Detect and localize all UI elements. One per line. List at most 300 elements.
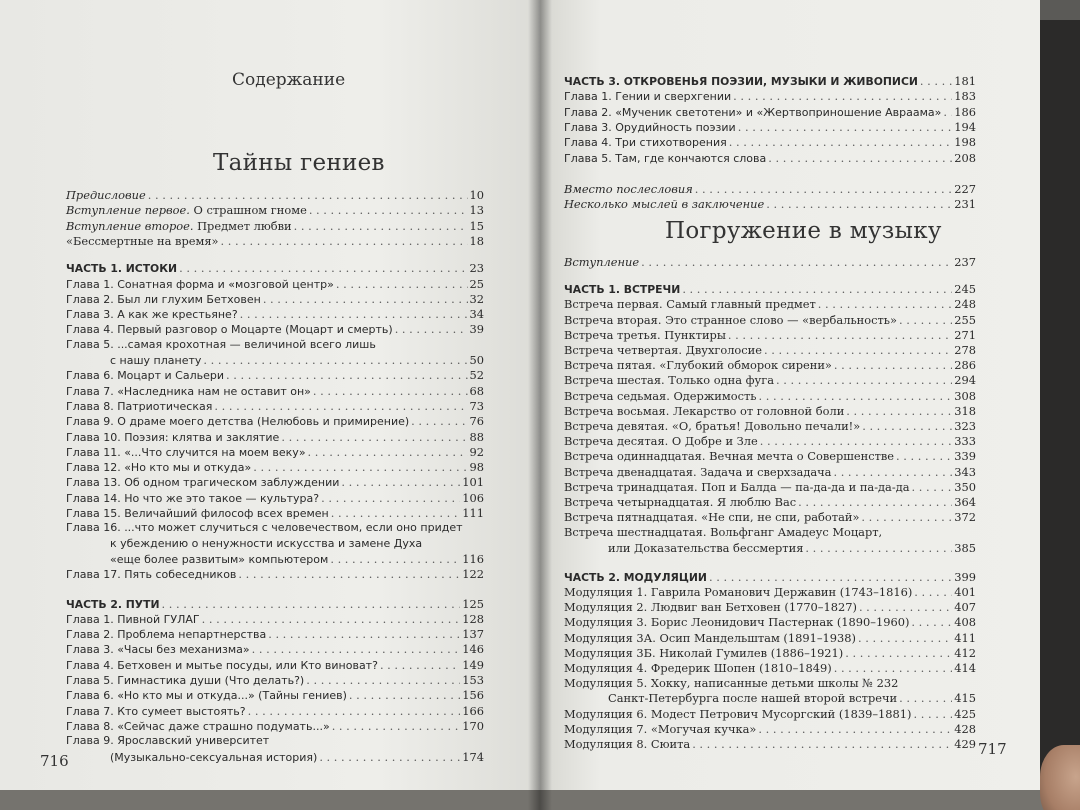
- toc-entry-title: Встреча пятнадцатая. «Не спи, не спи, работай»: [564, 510, 860, 525]
- toc-leader-dots: [834, 661, 953, 675]
- toc-entry: [564, 676, 976, 690]
- toc-entry: [66, 338, 484, 352]
- toc-leader-dots: [913, 707, 952, 721]
- toc-entry-page: 18: [469, 233, 484, 248]
- toc-entry: [564, 495, 976, 509]
- toc-leader-dots: [682, 282, 952, 296]
- toc-entry-page: 407: [954, 600, 976, 615]
- toc-entry-title: Встреча одиннадцатая. Вечная мечта о Совершенстве: [564, 449, 895, 464]
- toc-entry: [66, 203, 484, 217]
- toc-entry-page: 25: [469, 276, 484, 291]
- toc-entry-title: Модуляция 1. Гаврила Романович Державин (1743–1816): [564, 585, 913, 599]
- toc-entry-page: 125: [462, 596, 484, 611]
- toc-leader-dots: [226, 368, 467, 382]
- toc-entry-title: Модуляция 5. Хокку, написанные детьми школы № 232: [564, 676, 899, 691]
- toc-leader-dots: [321, 491, 460, 505]
- toc-entry-page: 186: [954, 104, 976, 119]
- toc-leader-dots: [411, 414, 467, 428]
- toc-leader-dots: [336, 277, 468, 291]
- toc-entry-page: 170: [462, 718, 484, 733]
- toc-entry-title: Встреча восьмая. Лекарство от головной боли: [564, 403, 845, 418]
- toc-entry-title: Глава 14. Но что же это такое — культура?: [66, 491, 320, 505]
- left-page: [0, 0, 540, 798]
- toc-entry-title: Глава 9. О драме моего детства (Нелюбовь и примирение): [66, 415, 410, 429]
- toc-entry-page: 372: [954, 510, 976, 525]
- toc-entry-page: 255: [954, 312, 976, 327]
- toc-leader-dots: [920, 74, 952, 88]
- toc-leader-dots: [911, 615, 952, 629]
- toc-entry-page: 166: [462, 703, 484, 718]
- toc-entry: [608, 691, 976, 705]
- toc-leader-dots: [203, 353, 467, 367]
- toc-entry-title: Встреча пятая. «Глубокий обморок сирени»: [564, 358, 832, 373]
- toc-entry: [66, 322, 484, 337]
- toc-entry: [564, 373, 976, 387]
- toc-leader-dots: [818, 297, 953, 311]
- toc-part-heading: [66, 597, 484, 612]
- book-spine: [528, 0, 552, 810]
- toc-entry-page: 73: [469, 398, 484, 413]
- toc-entry: [110, 353, 484, 368]
- toc-entry-title: Предисловие: [66, 188, 146, 202]
- toc-leader-dots: [899, 313, 952, 327]
- toc-entry: [564, 419, 976, 433]
- toc-leader-dots: [221, 234, 468, 248]
- toc-entry-page: 385: [954, 540, 976, 555]
- toc-leader-dots: [729, 135, 953, 149]
- toc-entry-title: ЧАСТЬ 1. ИСТОКИ: [66, 262, 178, 276]
- toc-entry-page: 88: [469, 429, 484, 444]
- toc-leader-dots: [330, 552, 460, 566]
- toc-entry-page: 227: [954, 181, 976, 196]
- toc-leader-dots: [709, 570, 952, 584]
- toc-entry-title: Глава 1. Гении и сверхгении: [564, 90, 732, 104]
- toc-leader-dots: [148, 188, 468, 202]
- toc-entry: [66, 475, 484, 490]
- toc-entry-title: Санкт-Петербурга после нашей второй встречи: [608, 691, 898, 706]
- toc-entry-title: Глава 12. «Но кто мы и откуда»: [66, 461, 252, 475]
- toc-entry-page: 339: [954, 449, 976, 464]
- toc-leader-dots: [943, 105, 952, 119]
- toc-leader-dots: [896, 449, 952, 463]
- toc-entry-title: [66, 219, 292, 233]
- toc-leader-dots: [252, 642, 461, 656]
- toc-entry: [66, 719, 484, 734]
- toc-entry-page: 174: [462, 749, 484, 764]
- toc-entry-page: 231: [954, 197, 976, 212]
- toc-entry: [66, 292, 484, 307]
- toc-leader-dots: [914, 585, 952, 599]
- toc-leader-dots: [253, 460, 467, 474]
- toc-entry-title: Глава 6. Моцарт и Сальери: [66, 369, 225, 383]
- toc-entry: [66, 627, 484, 642]
- toc-entry-page: 194: [954, 119, 976, 134]
- right-page: [540, 0, 1040, 798]
- toc-entry: [66, 414, 484, 429]
- toc-entry: [564, 510, 976, 524]
- toc-leader-dots: [268, 627, 460, 641]
- toc-entry-title: Встреча первая. Самый главный предмет: [564, 297, 816, 312]
- toc-entry: [66, 445, 484, 460]
- toc-leader-dots: [733, 89, 952, 103]
- toc-entry-title: Модуляция 3. Борис Леонидович Пастернак (1890–1960): [564, 615, 910, 630]
- toc-entry-title: или Доказательства бессмертия: [608, 540, 804, 555]
- toc-entry-page: 34: [469, 307, 484, 322]
- toc-leader-dots: [309, 203, 468, 217]
- toc-entry-page: 333: [954, 434, 976, 449]
- toc-entry-page: 350: [954, 479, 976, 494]
- toc-entry-page: 237: [954, 255, 976, 269]
- toc-entry-title: Вместо послесловия: [564, 181, 693, 196]
- toc-entry-title: Вступление: [564, 255, 640, 269]
- toc-entry: [564, 182, 976, 196]
- toc-entry-page: 411: [954, 630, 976, 645]
- toc-leader-dots: [833, 465, 952, 479]
- toc-entry-page: 10: [469, 188, 484, 202]
- toc-entry-title: Модуляция 3А. Осип Мандельштам (1891–1938): [564, 630, 856, 645]
- toc-entry-page: 122: [462, 567, 484, 582]
- toc-entry: [564, 255, 976, 269]
- toc-entry: [564, 661, 976, 675]
- toc-entry-page: 183: [954, 89, 976, 104]
- toc-leader-dots: [695, 182, 952, 196]
- toc-entry: [564, 615, 976, 629]
- page-number-left: 716: [40, 752, 69, 770]
- toc-entry: [564, 434, 976, 448]
- toc-entry: [608, 541, 976, 555]
- toc-entry-title: Глава 3. А как же крестьяне?: [66, 308, 238, 322]
- toc-entry-title: ЧАСТЬ 2. МОДУЛЯЦИИ: [564, 570, 707, 584]
- toc-entry-title: Глава 5. Гимнастика души (Что делать?): [66, 674, 305, 687]
- toc-entry: [564, 707, 976, 721]
- toc-entry-title: «Бессмертные на время»: [66, 233, 219, 248]
- toc-entry: [564, 343, 976, 357]
- toc-entry-title: Встреча шестая. Только одна фуга: [564, 373, 774, 388]
- toc-entry: [564, 585, 976, 599]
- toc-entry-title: Модуляция 6. Модест Петрович Мусоргский (1839–1881): [564, 706, 912, 721]
- toc-entry-title: Глава 8. «Сейчас даже страшно подумать...»: [66, 719, 330, 733]
- toc-entry-title: Встреча седьмая. Одержимость: [564, 388, 757, 403]
- toc-entry-page: 271: [954, 327, 976, 342]
- toc-leader-dots: [349, 688, 460, 702]
- contents-heading: Содержание: [232, 70, 346, 90]
- toc-entry-title: Встреча двенадцатая. Задача и сверхзадача: [564, 464, 832, 479]
- toc-entry-page: 98: [469, 460, 484, 475]
- toc-part-heading: [66, 261, 484, 276]
- toc-leader-dots: [240, 307, 468, 321]
- toc-leader-dots: [331, 506, 461, 520]
- toc-leader-dots: [380, 658, 460, 672]
- toc-entry: [66, 460, 484, 475]
- toc-leader-dots: [858, 631, 952, 645]
- toc-entry-title: Модуляция 2. Людвиг ван Бетховен (1770–1827): [564, 600, 857, 615]
- toc-part-heading: [564, 570, 976, 585]
- toc-entry-title: Глава 9. Ярославский университет: [66, 734, 270, 748]
- toc-entry-page: 415: [954, 691, 976, 706]
- toc-entry: [564, 404, 976, 418]
- toc-leader-dots: [776, 373, 952, 387]
- toc-entry-page: 32: [469, 291, 484, 306]
- toc-entry-page: 149: [462, 657, 484, 672]
- toc-entry: [564, 358, 976, 372]
- toc-entry: [66, 567, 484, 582]
- toc-leader-dots: [859, 600, 952, 614]
- toc-entry-title-rest: Предмет любви: [193, 218, 292, 233]
- toc-entry-title: Глава 4. Первый разговор о Моцарте (Моцарт и смерть): [66, 323, 393, 337]
- toc-entry-page: 181: [954, 74, 976, 88]
- toc-entry-title: Встреча девятая. «О, братья! Довольно печали!»: [564, 419, 861, 433]
- toc-entry: [66, 491, 484, 506]
- toc-entry: [66, 399, 484, 414]
- toc-leader-dots: [834, 358, 952, 372]
- toc-leader-dots: [862, 419, 952, 433]
- toc-entry-page: 343: [954, 464, 976, 479]
- toc-entry-page: 101: [462, 475, 484, 490]
- toc-entry-page: 137: [462, 627, 484, 642]
- toc-entry: [110, 552, 484, 567]
- toc-entry-title: Глава 4. Бетховен и мытье посуды, или Кто виноват?: [66, 658, 378, 672]
- toc-entry-title: ЧАСТЬ 3. ОТКРОВЕНЬЯ ПОЭЗИИ, МУЗЫКИ И ЖИВОПИСИ: [564, 75, 918, 88]
- toc-entry-page: 428: [954, 721, 976, 736]
- toc-entry-title: Глава 4. Три стихотворения: [564, 136, 727, 150]
- toc-entry-page: 208: [954, 150, 976, 165]
- toc-entry: [66, 234, 484, 248]
- toc-entry-title: ЧАСТЬ 1. ВСТРЕЧИ: [564, 283, 681, 297]
- toc-leader-dots: [805, 541, 952, 555]
- toc-entry: [66, 704, 484, 719]
- toc-leader-dots: [758, 722, 952, 736]
- toc-leader-dots: [202, 612, 461, 626]
- toc-entry: [66, 368, 484, 383]
- toc-entry-title-italic: Вступление второе.: [66, 218, 194, 233]
- toc-entry-title: (Музыкально-сексуальная история): [110, 750, 318, 764]
- toc-entry: [564, 105, 976, 120]
- toc-entry: [564, 297, 976, 311]
- toc-entry: [564, 328, 976, 342]
- toc-part-heading: [564, 282, 976, 297]
- toc-entry-title: Глава 5. Там, где кончаются слова: [564, 151, 767, 165]
- toc-entry-title-rest: О страшном гноме: [189, 203, 307, 218]
- toc-entry: [110, 537, 484, 551]
- toc-entry: [564, 480, 976, 494]
- toc-entry: [564, 151, 976, 166]
- toc-entry-title: Глава 17. Пять собеседников: [66, 568, 237, 582]
- toc-entry: [66, 734, 484, 748]
- toc-entry: [66, 307, 484, 322]
- toc-leader-dots: [846, 404, 952, 418]
- toc-entry-title: Глава 5. ...самая крохотная — величиной всего лишь: [66, 337, 376, 351]
- toc-entry-page: 15: [469, 218, 484, 233]
- toc-entry-page: 156: [462, 688, 484, 703]
- toc-entry: [66, 506, 484, 521]
- toc-entry: [66, 673, 484, 688]
- toc-entry-title: «еще более развитым» компьютером: [110, 552, 329, 566]
- toc-entry-page: 116: [462, 551, 484, 566]
- toc-entry-page: 106: [462, 490, 484, 505]
- toc-entry-page: 13: [469, 203, 484, 218]
- toc-entry-page: 364: [954, 495, 976, 509]
- toc-leader-dots: [238, 567, 460, 581]
- toc-entry-page: 153: [462, 673, 484, 687]
- toc-entry: [564, 120, 976, 135]
- toc-entry-title: Глава 6. «Но кто мы и откуда...» (Тайны гениев): [66, 689, 347, 703]
- toc-leader-dots: [214, 399, 467, 413]
- toc-entry: [66, 188, 484, 202]
- toc-entry-page: 128: [462, 611, 484, 626]
- toc-entry-title: Модуляция 7. «Могучая кучка»: [564, 721, 757, 736]
- toc-entry-page: 399: [954, 569, 976, 584]
- toc-entry-title: Глава 1. Сонатная форма и «мозговой центр»: [66, 277, 334, 291]
- toc-leader-dots: [798, 495, 952, 509]
- toc-entry-page: 245: [954, 282, 976, 297]
- toc-leader-dots: [728, 328, 952, 342]
- toc-entry: [564, 525, 976, 539]
- toc-entry-title: к убеждению о ненужности искусства и замене Духа: [110, 536, 423, 550]
- toc-entry-page: 23: [469, 261, 484, 276]
- toc-entry: [66, 658, 484, 673]
- toc-leader-dots: [738, 120, 953, 134]
- toc-leader-dots: [313, 384, 468, 398]
- toc-leader-dots: [332, 719, 461, 733]
- toc-entry: [66, 384, 484, 399]
- toc-entry: [564, 646, 976, 660]
- toc-leader-dots: [764, 343, 952, 357]
- toc-entry-page: 248: [954, 297, 976, 312]
- toc-leader-dots: [861, 510, 952, 524]
- toc-entry-title: Глава 7. «Наследника нам не оставит он»: [66, 384, 311, 398]
- toc-leader-dots: [692, 737, 952, 751]
- toc-entry: [66, 219, 484, 233]
- toc-leader-dots: [768, 151, 952, 165]
- toc-entry: [66, 688, 484, 703]
- toc-entry-title: Модуляция 4. Фредерик Шопен (1810–1849): [564, 661, 832, 675]
- toc-entry-title: Глава 16. ...что может случиться с человечеством, если оно придет: [66, 521, 463, 535]
- book-title-1: Тайны гениев: [213, 150, 385, 176]
- toc-entry-page: 68: [469, 383, 484, 398]
- toc-leader-dots: [899, 691, 952, 705]
- toc-entry: [66, 430, 484, 445]
- toc-entry-title: Несколько мыслей в заключение: [564, 197, 765, 212]
- toc-entry-title: Встреча десятая. О Добре и Зле: [564, 434, 758, 449]
- toc-entry-page: 294: [954, 373, 976, 388]
- toc-leader-dots: [294, 219, 468, 233]
- toc-entry-title: Глава 10. Поэзия: клятва и заклятие: [66, 430, 280, 444]
- toc-entry-page: 308: [954, 388, 976, 403]
- toc-entry-title: Встреча тринадцатая. Поп и Балда — па-да-да и па-да-да: [564, 479, 910, 494]
- toc-entry: [564, 465, 976, 479]
- toc-entry: [110, 750, 484, 765]
- toc-entry-page: 39: [469, 322, 484, 337]
- toc-entry-page: 52: [469, 368, 484, 383]
- toc-entry: [564, 389, 976, 403]
- toc-entry-title: Встреча шестнадцатая. Вольфганг Амадеус Моцарт,: [564, 525, 883, 540]
- toc-entry-page: 286: [954, 358, 976, 373]
- toc-entry: [564, 600, 976, 614]
- toc-entry-page: 429: [954, 737, 976, 751]
- toc-entry: [66, 521, 484, 535]
- toc-entry-page: 50: [469, 353, 484, 367]
- thumb: [1040, 745, 1080, 810]
- toc-leader-dots: [341, 475, 460, 489]
- toc-entry-page: 425: [954, 706, 976, 721]
- toc-entry-title: Глава 7. Кто сумеет выстоять?: [66, 704, 246, 718]
- toc-entry-title: Глава 15. Величайший философ всех времен: [66, 507, 329, 520]
- toc-leader-dots: [306, 673, 460, 687]
- toc-entry-title: Встреча третья. Пунктиры: [564, 327, 726, 342]
- toc-leader-dots: [760, 434, 953, 448]
- toc-entry-page: 111: [462, 506, 484, 520]
- toc-entry: [66, 277, 484, 292]
- toc-leader-dots: [308, 445, 468, 459]
- toc-entry: [564, 197, 976, 211]
- toc-entry-page: 323: [954, 419, 976, 433]
- toc-entry-page: 414: [954, 661, 976, 675]
- toc-leader-dots: [766, 197, 952, 211]
- toc-entry-title: Глава 3. Орудийность поэзии: [564, 120, 736, 134]
- toc-entry: [564, 313, 976, 327]
- toc-entry-page: 408: [954, 615, 976, 630]
- toc-entry-title: Глава 8. Патриотическая: [66, 399, 213, 413]
- page-number-right: 717: [978, 740, 1007, 758]
- toc-entry-title: Встреча четвертая. Двухголосие: [564, 343, 762, 357]
- toc-entry-title: Глава 2. Проблема непартнерства: [66, 628, 267, 642]
- toc-leader-dots: [281, 430, 467, 444]
- toc-entry-page: 92: [469, 444, 484, 459]
- toc-entry: [564, 135, 976, 150]
- toc-leader-dots: [845, 646, 952, 660]
- toc-entry-title: Глава 2. Был ли глухим Бетховен: [66, 292, 261, 306]
- toc-entry-page: 401: [954, 585, 976, 599]
- toc-entry-page: 198: [954, 135, 976, 150]
- toc-entry-page: 318: [954, 403, 976, 418]
- toc-leader-dots: [248, 704, 461, 718]
- toc-leader-dots: [319, 750, 460, 764]
- toc-entry: [564, 722, 976, 736]
- toc-leader-dots: [179, 261, 467, 275]
- toc-entry: [66, 612, 484, 627]
- toc-leader-dots: [263, 292, 468, 306]
- toc-entry: [564, 631, 976, 645]
- toc-entry-title: Глава 11. «...Что случится на моем веку»: [66, 445, 306, 459]
- toc-part-heading: [564, 74, 976, 89]
- toc-entry-title: Глава 2. «Мученик светотени» и «Жертвоприношение Авраама»: [564, 105, 942, 119]
- toc-entry-title: Модуляция 8. Сюита: [564, 737, 691, 751]
- toc-entry-title: с нашу планету: [110, 354, 202, 367]
- book-title-2: Погружение в музыку: [665, 218, 942, 244]
- toc-entry-title: ЧАСТЬ 2. ПУТИ: [66, 597, 160, 611]
- toc-leader-dots: [641, 255, 952, 269]
- toc-entry-page: 146: [462, 642, 484, 657]
- toc-leader-dots: [395, 322, 468, 336]
- book-cover-edge: [1038, 20, 1080, 810]
- toc-entry-title: Встреча четырнадцатая. Я люблю Вас: [564, 495, 797, 509]
- toc-entry-page: 76: [469, 414, 484, 429]
- toc-leader-dots: [759, 389, 953, 403]
- toc-entry-title: Глава 1. Пивной ГУЛАГ: [66, 612, 200, 626]
- toc-entry-title: Модуляция 3Б. Николай Гумилев (1886–1921): [564, 645, 844, 660]
- toc-entry: [564, 737, 976, 751]
- toc-entry-title: Глава 3. «Часы без механизма»: [66, 643, 250, 657]
- toc-leader-dots: [912, 480, 953, 494]
- toc-entry-page: 278: [954, 343, 976, 357]
- toc-entry-title: Встреча вторая. Это странное слово — «вербальность»: [564, 312, 897, 327]
- toc-entry-page: 412: [954, 645, 976, 660]
- toc-entry: [564, 89, 976, 104]
- toc-entry-title-italic: Вступление первое.: [66, 203, 190, 218]
- toc-entry: [66, 642, 484, 657]
- toc-entry: [564, 449, 976, 463]
- toc-leader-dots: [162, 597, 461, 611]
